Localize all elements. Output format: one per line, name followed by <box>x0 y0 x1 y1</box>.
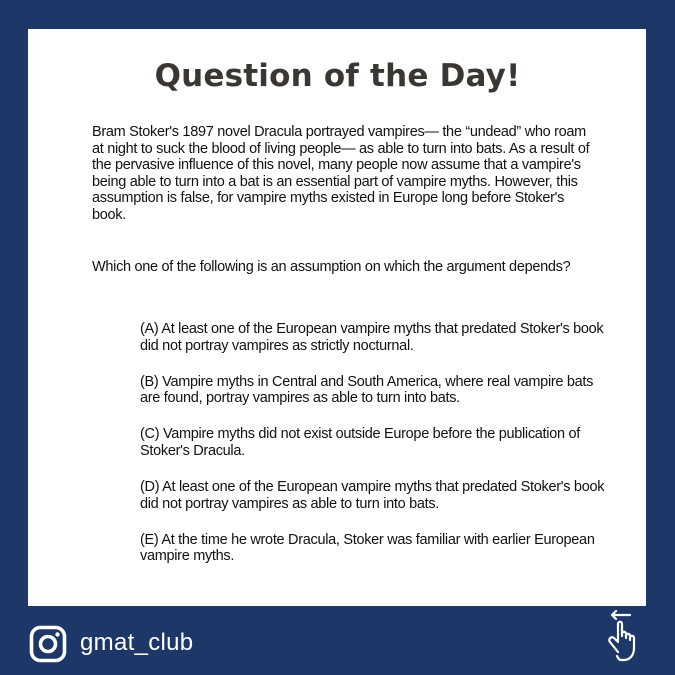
social-handle[interactable]: gmat_club <box>80 629 194 656</box>
option-e[interactable]: (E) At the time he wrote Dracula, Stoker was familiar with earlier European vampire myths. <box>140 531 595 565</box>
answer-options <box>140 321 610 584</box>
swipe-left-hand-icon <box>600 608 646 666</box>
instagram-icon[interactable] <box>29 625 67 663</box>
passage-text: Bram Stoker's 1897 novel Dracula portrayed vampires— the “undead” who roam at night to suck the blood of living people— as able to turn into bats. As a result of the pervasive influence of this novel, many people now assume that a vampire's being able to turn into a bat is an essential part of vampire myths. However, this assumption is false, for vampire myths existed in Europe long before Stoker's book. <box>92 124 590 223</box>
page-title: Question of the Day! <box>154 58 521 94</box>
option-d[interactable]: (D) At least one of the European vampire myths that predated Stoker's book did not portray vampires as able to turn into bats. <box>140 479 605 512</box>
option-c[interactable]: (C) Vampire myths did not exist outside Europe before the publication of Stoker's Dracula. <box>140 426 580 459</box>
question-stem: Which one of the following is an assumption on which the argument depends? <box>92 259 571 275</box>
option-b[interactable]: (B) Vampire myths in Central and South America, where real vampire bats are found, portray vampires as able to turn into bats. <box>140 373 594 407</box>
option-a[interactable]: (A) At least one of the European vampire myths that predated Stoker's book did not portray vampires as strictly nocturnal. <box>140 321 604 354</box>
